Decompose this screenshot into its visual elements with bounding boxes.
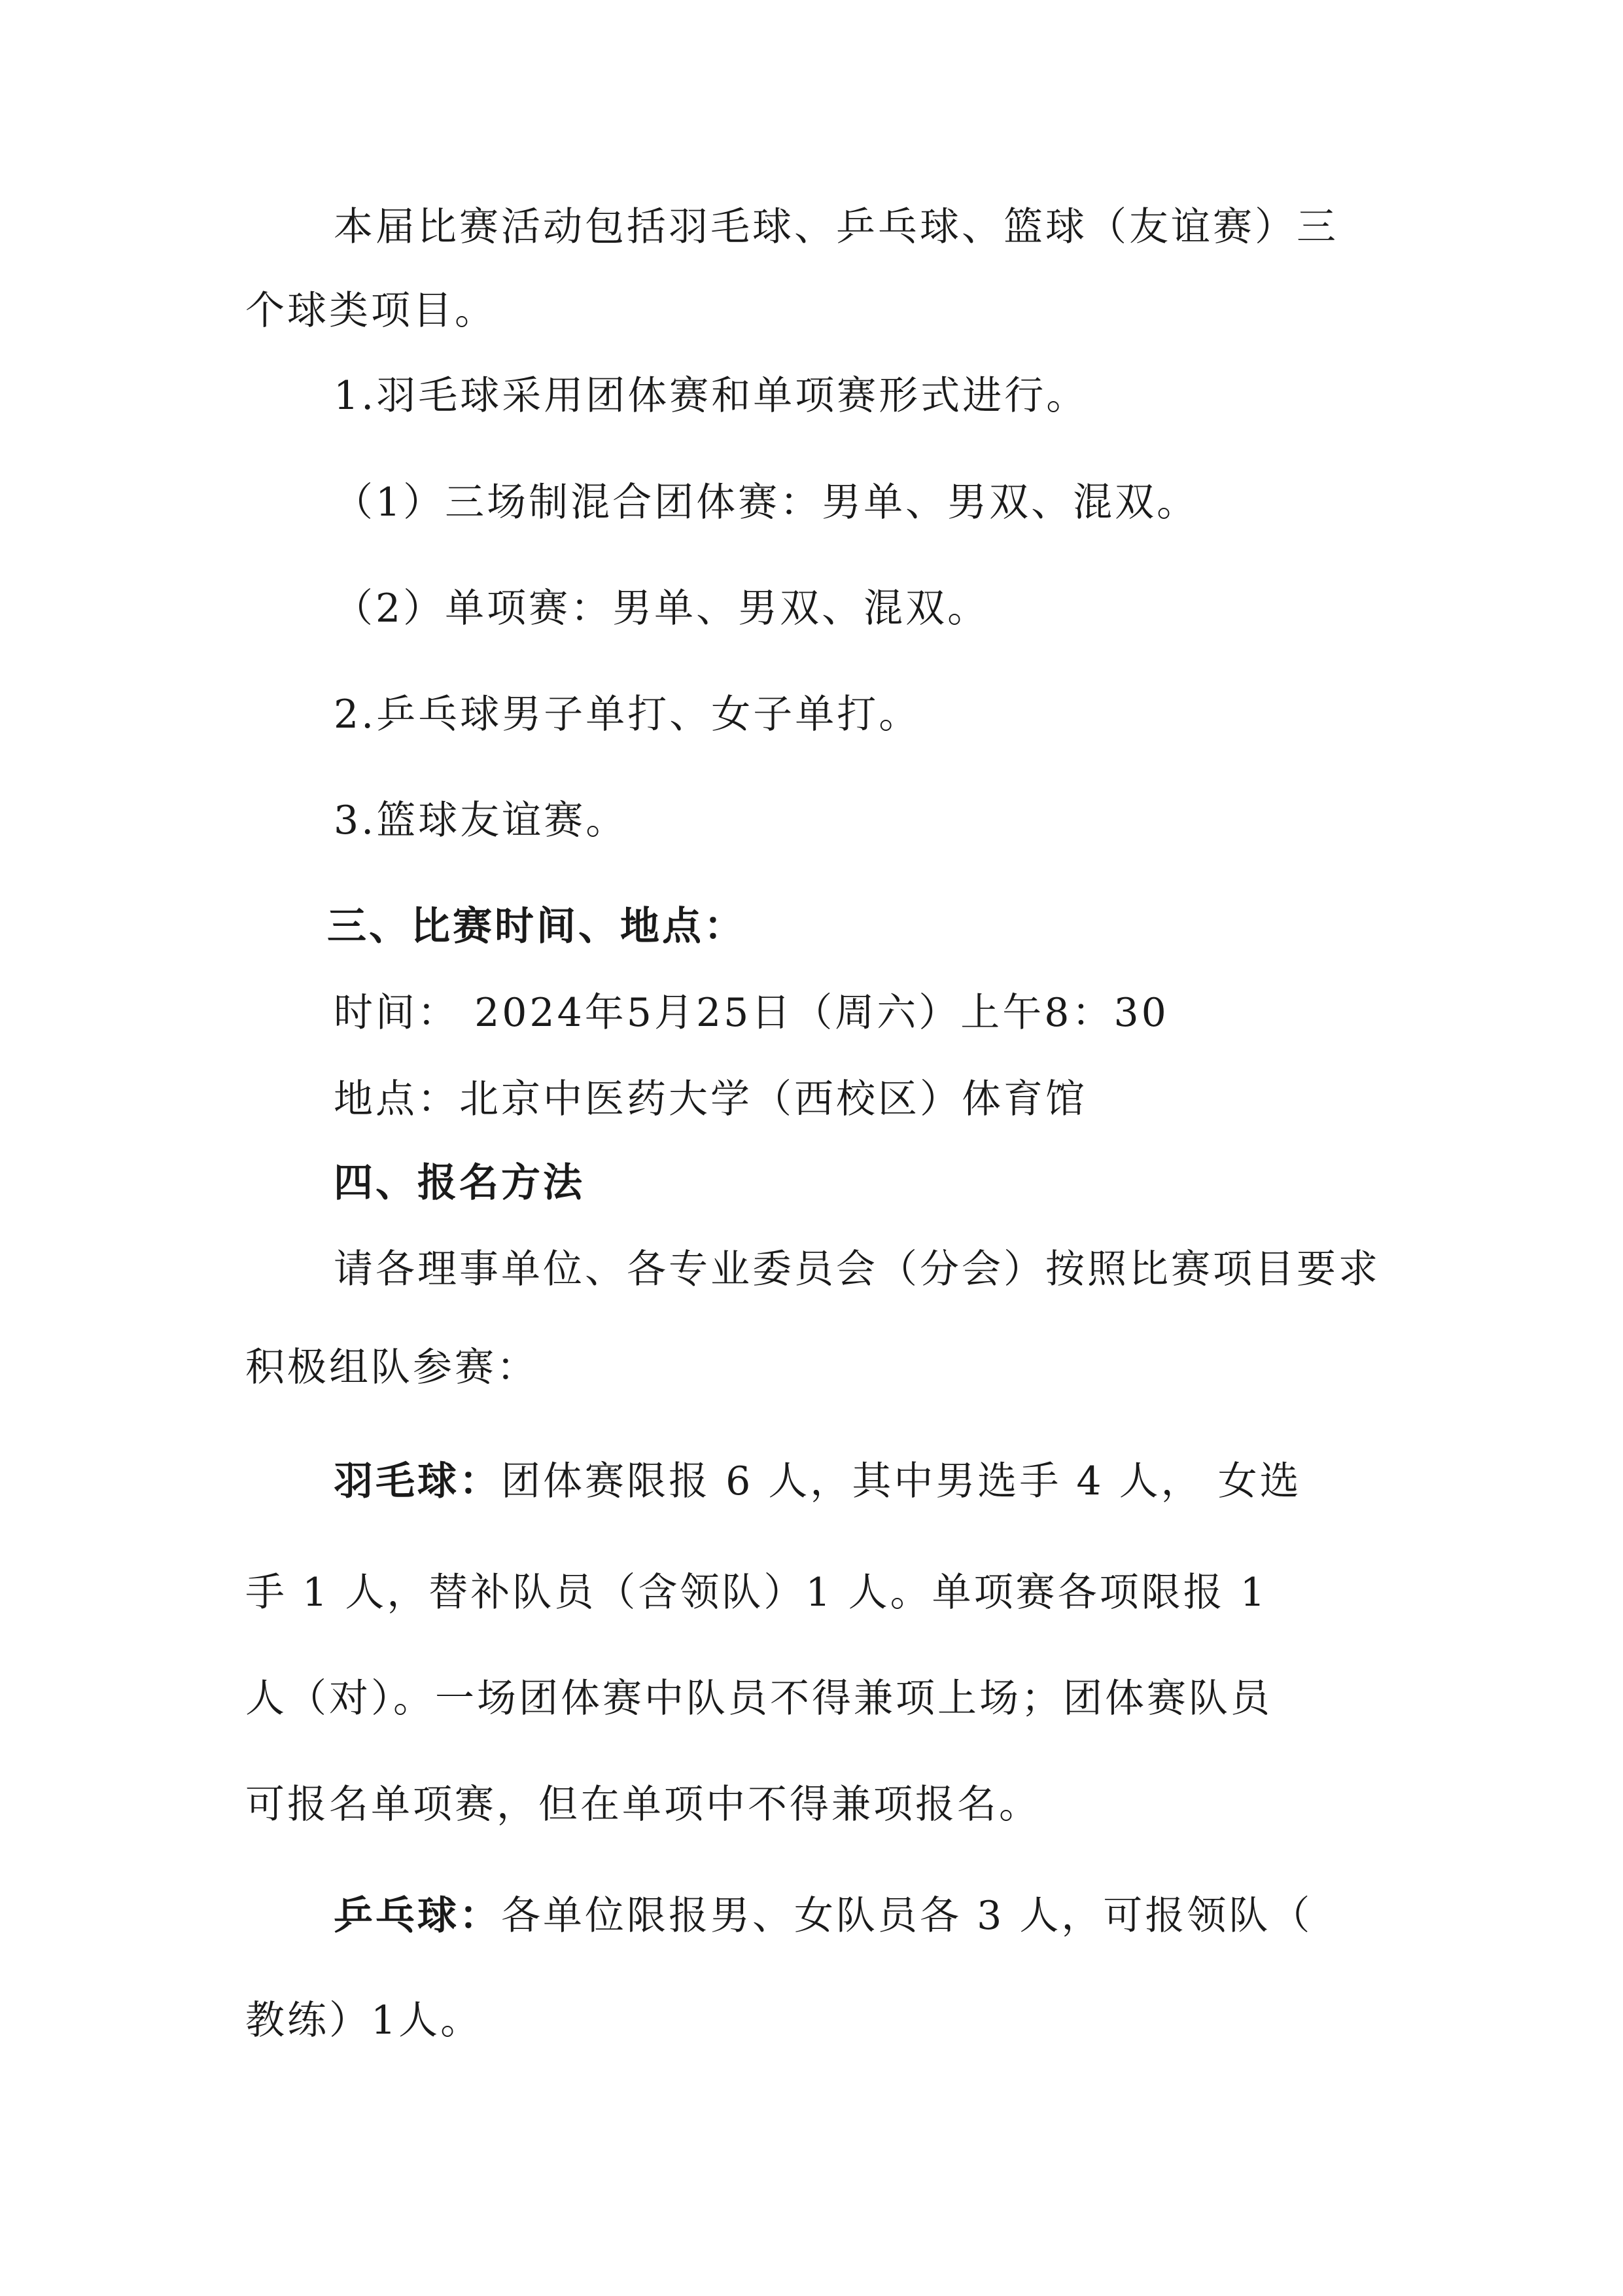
section-4-heading: 四、报名方法 bbox=[334, 1160, 585, 1206]
intro-line-1: 本届比赛活动包括羽毛球、乒乓球、篮球（友谊赛）三 bbox=[334, 204, 1338, 250]
section-3-place: 地点：北京中医药大学（西校区）体育馆 bbox=[334, 1076, 1087, 1122]
badminton-label: 羽毛球： bbox=[334, 1458, 501, 1504]
badminton-paragraph-line-3: 人（对）。一场团体赛中队员不得兼项上场；团体赛队员 bbox=[245, 1676, 1272, 1722]
table-tennis-text-1: 各单位限报男、女队员各 3 人，可报领队（ bbox=[501, 1893, 1313, 1939]
section-3-time: 时间： 2024年5月25日（周六）上午8：30 bbox=[334, 990, 1169, 1036]
table-tennis-paragraph-line-1 bbox=[334, 1890, 1312, 1942]
intro-line-2: 个球类项目。 bbox=[245, 288, 497, 334]
badminton-paragraph-line-1 bbox=[334, 1455, 1302, 1508]
badminton-paragraph-line-4: 可报名单项赛，但在单项中不得兼项报名。 bbox=[245, 1782, 1041, 1828]
item-table-tennis: 2.乒乓球男子单打、女子单打。 bbox=[334, 692, 921, 737]
table-tennis-paragraph-line-2: 教练）1人。 bbox=[245, 1998, 483, 2043]
badminton-paragraph-line-2: 手 1 人，替补队员（含领队）1 人。单项赛各项限报 1 bbox=[245, 1570, 1268, 1616]
section-3-heading: 三、比赛时间、地点： bbox=[327, 904, 746, 949]
item-badminton: 1.羽毛球采用团体赛和单项赛形式进行。 bbox=[334, 373, 1089, 419]
item-badminton-team: （1）三场制混合团体赛：男单、男双、混双。 bbox=[334, 480, 1199, 525]
table-tennis-label: 乒乓球： bbox=[334, 1893, 501, 1939]
item-badminton-single: （2）单项赛：男单、男双、混双。 bbox=[334, 586, 990, 631]
item-basketball: 3.篮球友谊赛。 bbox=[334, 798, 628, 843]
section-4-intro-line-2: 积极组队参赛： bbox=[245, 1345, 538, 1390]
badminton-text-1: 团体赛限报 6 人，其中男选手 4 人， 女选 bbox=[501, 1458, 1302, 1504]
section-4-intro-line-1: 请各理事单位、各专业委员会（分会）按照比赛项目要求 bbox=[334, 1246, 1380, 1292]
